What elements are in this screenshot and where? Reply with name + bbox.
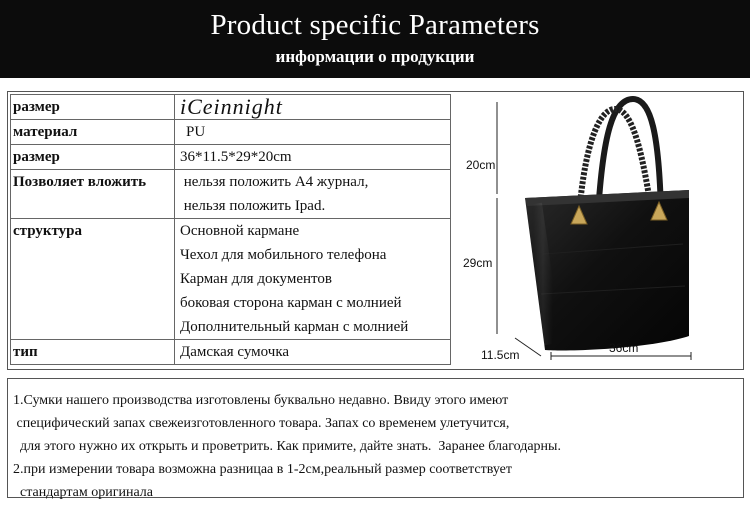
spec-label: размер [11,95,175,120]
page-subtitle: информации о продукции [275,47,475,66]
note-line: для этого нужно их открыть и проветрить. Как примите, дайте знать. Заранее благодарны. [13,439,561,454]
header-banner [0,0,750,78]
note-line: 2.при измерении товара возможна разницаа в 1-2см,реальный размер соответствует [13,462,512,477]
depth-label: 11.5cm [481,348,520,362]
note-line: 1.Сумки нашего производства изготовлены буквально недавно. Ввиду этого имеют [13,393,509,408]
handbag-photo [453,94,743,368]
bag-height-label: 29cm [463,256,493,270]
spec-value: Основной кармане Чехол для мобильного телефона Карман для документов боковая сторона карман с молнией Дополнительный карман с молнией [175,219,451,340]
spec-label: структура [11,219,175,340]
spec-row-material [11,120,451,145]
spec-value: Дамская сумочка [175,340,451,365]
product-photo-area [453,94,743,368]
width-label: 36cm [609,341,639,355]
spec-row-capacity [11,170,451,219]
page-title: Product specific Parameters [210,9,540,41]
notes-section [7,378,744,498]
note-line: специфический запах свежеизготовленного товара. Запах со временем улетучится, [13,416,510,431]
spec-row-structure [11,219,451,340]
brand-name: iCeinnight [180,94,283,119]
note-line: стандартам оригинала [13,485,153,500]
spec-row-type [11,340,451,365]
spec-label: размер [11,145,175,170]
strap-height-label: 20cm [466,158,496,172]
spec-value: PU [175,120,451,145]
spec-label: материал [11,120,175,145]
spec-row-size-brand [11,95,451,120]
spec-value [175,95,451,120]
spec-value: 36*11.5*29*20cm [175,145,451,170]
spec-row-size [11,145,451,170]
spec-value: нельзя положить A4 журнал, нельзя положить Ipad. [175,170,451,219]
spec-label: Позволяет вложить [11,170,175,219]
spec-table [10,94,451,365]
spec-label: тип [11,340,175,365]
